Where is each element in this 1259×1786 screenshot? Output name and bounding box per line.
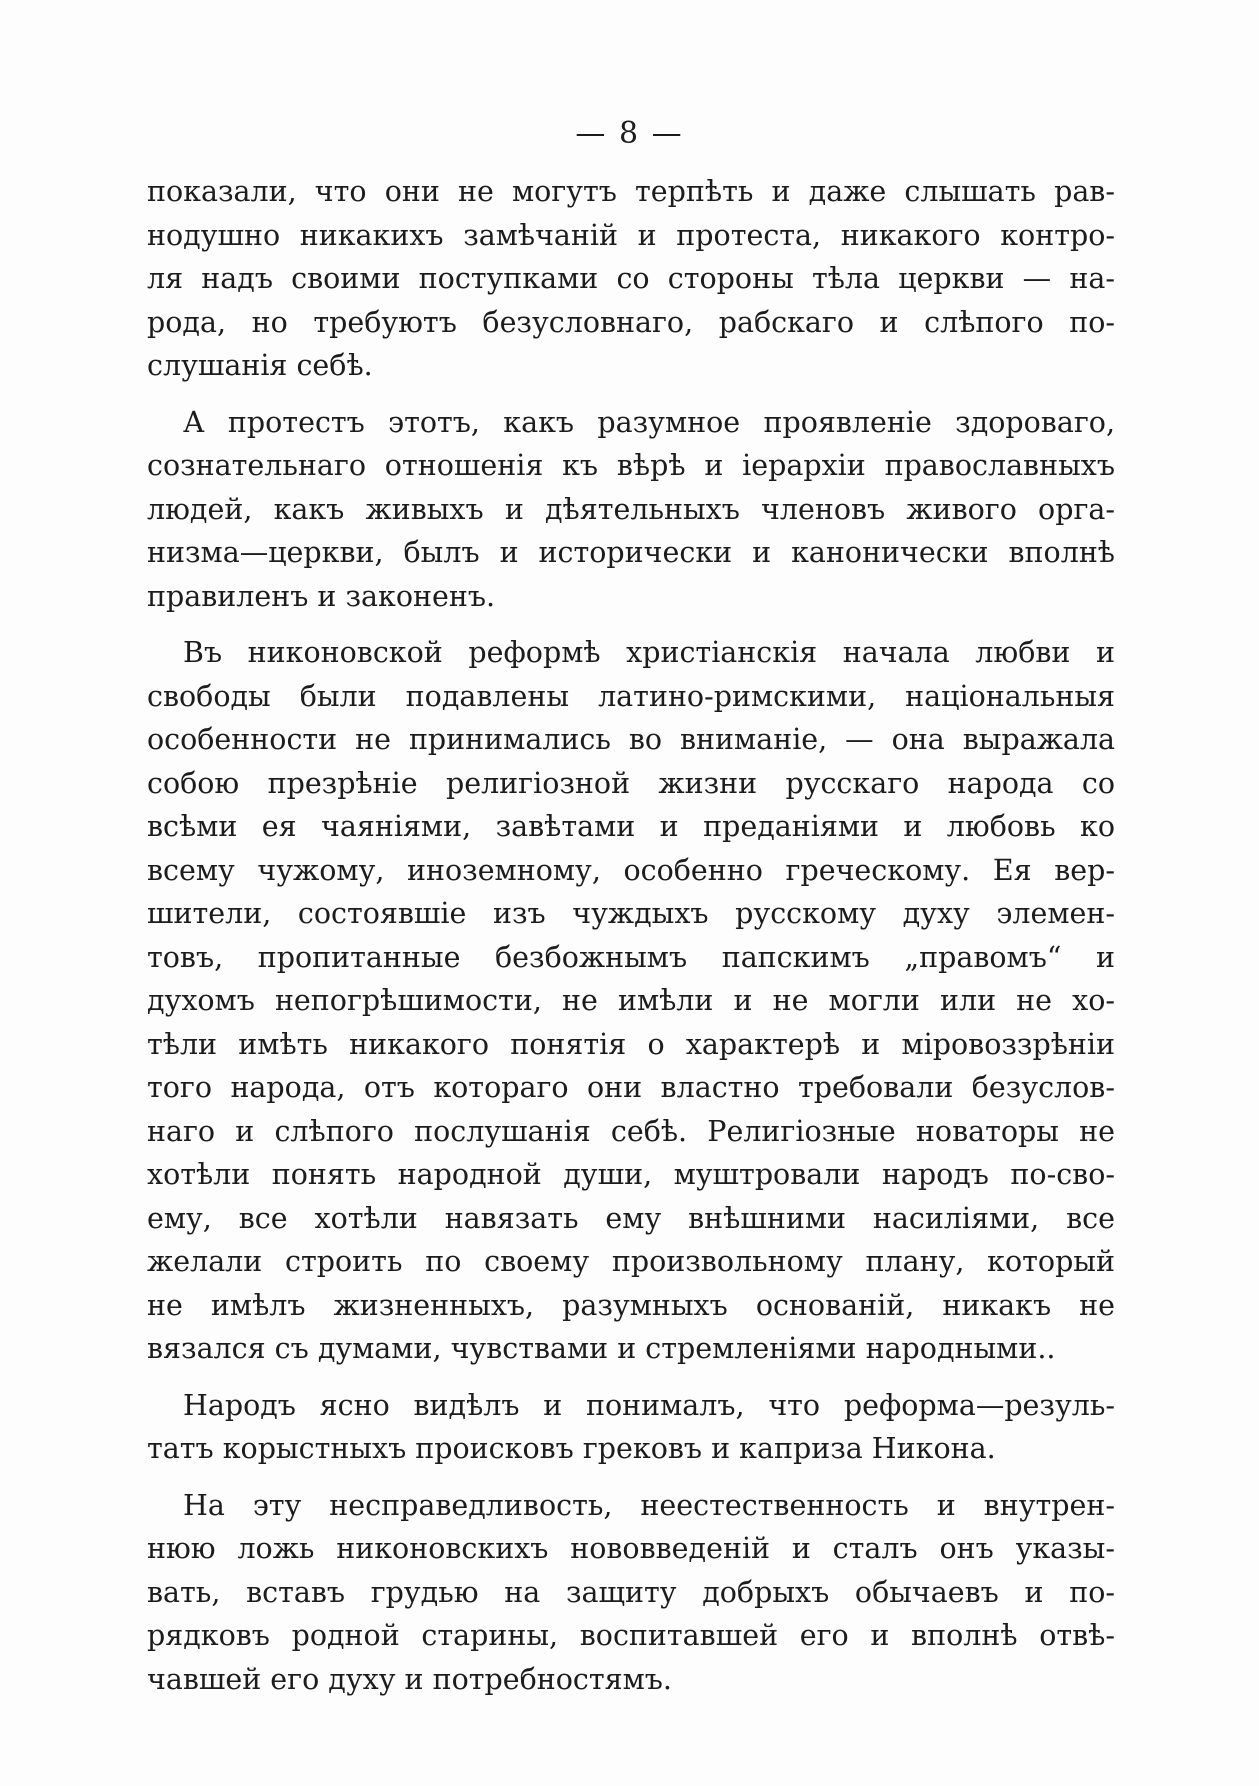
text-line: татъ корыстныхъ происковъ грековъ и каприза Никона.: [147, 1432, 996, 1465]
text-line: вать, вставъ грудью на защиту добрыхъ обычаевъ и по-: [147, 1575, 1115, 1609]
text-line: правиленъ и законенъ.: [147, 579, 496, 613]
text-line: всѣми ея чаяніями, завѣтами и преданіями и любовь ко: [147, 810, 1115, 843]
paragraph: [147, 401, 1115, 619]
text-line: нодушно никакихъ замѣчаній и протеста, никакого контро-: [147, 218, 1115, 252]
text-line: ему, все хотѣли навязать ему внѣшними насиліями, все: [147, 1201, 1115, 1235]
text-line: товъ, пропитанные безбожнымъ папскимъ „правомъ“ и: [147, 940, 1115, 974]
paragraph-gap: [147, 1471, 1115, 1484]
text-line: вязался съ думами, чувствами и стремленіями народными..: [147, 1332, 1056, 1365]
text-line: не имѣлъ жизненныхъ, разумныхъ основаній, никакъ не: [147, 1288, 1115, 1322]
text-line: А протестъ этотъ, какъ разумное проявленіе здороваго,: [183, 405, 1115, 439]
text-line: шители, состоявшіе изъ чуждыхъ русскому духу элемен-: [147, 897, 1115, 930]
text-line: рода, но требуютъ безусловнаго, рабскаго и слѣпого по-: [147, 305, 1115, 339]
text-line: особенности не принимались во вниманіе, — она выражала: [147, 723, 1115, 756]
text-line: всему чужому, иноземному, особенно греческому. Ея вер-: [147, 853, 1115, 887]
text-line: ля надъ своими поступками со стороны тѣла церкви — на-: [147, 262, 1115, 295]
text-line: Народъ ясно видѣлъ и понималъ, что реформа—резуль-: [183, 1388, 1115, 1422]
paragraph: [147, 1484, 1115, 1702]
page-number: — 8 —: [575, 116, 684, 151]
text-line: духомъ непогрѣшимости, не имѣли и не могли или не хо-: [147, 984, 1115, 1017]
text-line: того народа, отъ котораго они властно требовали безуслов-: [147, 1071, 1115, 1104]
text-line: людей, какъ живыхъ и дѣятельныхъ членовъ живого орга-: [147, 492, 1115, 526]
text-line: рядковъ родной старины, воспитавшей его и вполнѣ отвѣ-: [147, 1619, 1115, 1652]
text-line: сознательнаго отношенія къ вѣрѣ и іерархіи православныхъ: [147, 449, 1115, 482]
text-line: чавшей его духу и потребностямъ.: [147, 1662, 672, 1696]
text-line: низма—церкви, былъ и исторически и канонически вполнѣ: [147, 536, 1115, 569]
paragraph-gap: [147, 618, 1115, 631]
text-line: нюю ложь никоновскихъ нововведеній и сталъ онъ указы-: [147, 1532, 1115, 1565]
text-line: слушанія себѣ.: [147, 349, 373, 382]
page-body-text: [147, 170, 1115, 1701]
text-line: тѣли имѣть никакого понятія о характерѣ и міровоззрѣніи: [147, 1027, 1115, 1061]
paragraph-gap: [147, 1371, 1115, 1384]
text-line: хотѣли понять народной души, муштровали народъ по-сво-: [147, 1158, 1115, 1191]
paragraph: [147, 170, 1115, 388]
text-line: На эту несправедливость, неестественность и внутрен-: [183, 1488, 1115, 1522]
paragraph: [147, 1384, 1115, 1471]
text-line: свободы были подавлены латино-римскими, національныя: [147, 679, 1115, 713]
paragraph-gap: [147, 388, 1115, 401]
text-line: собою презрѣніе религіозной жизни русскаго народа со: [147, 766, 1115, 800]
paragraph: [147, 631, 1115, 1371]
text-line: желали строить по своему произвольному плану, который: [147, 1245, 1115, 1278]
text-line: наго и слѣпого послушанія себѣ. Религіозные новаторы не: [147, 1114, 1115, 1148]
text-line: Въ никоновской реформѣ христіанскія начала любви и: [183, 636, 1115, 669]
text-line: показали, что они не могутъ терпѣть и даже слышать рав-: [147, 175, 1115, 208]
